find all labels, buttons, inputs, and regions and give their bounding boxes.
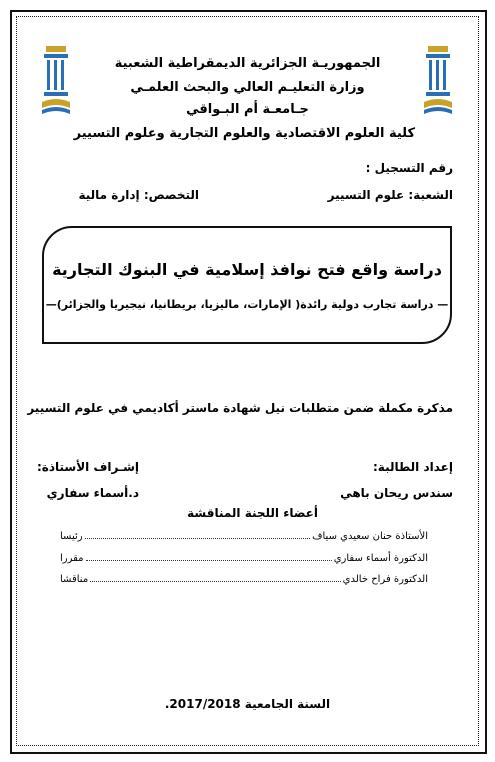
jury-member-row bbox=[60, 572, 428, 588]
ministry-name: وزارة التعليـم العالي والبحث العلمـي bbox=[130, 80, 365, 95]
university-logo-right bbox=[420, 44, 456, 118]
specialty-label: التخصص: إدارة مالية bbox=[78, 188, 199, 202]
registration-label: رقم التسجيل : bbox=[365, 161, 453, 175]
supervisor-name: د.أسماء سفاري bbox=[46, 486, 139, 500]
prepared-by-label: إعداد الطالبة: bbox=[373, 460, 453, 474]
jury-member-name: الدكتورة أسماء سفاري bbox=[333, 553, 428, 564]
memo-description: مذكرة مكملة ضمن متطلبات نيل شهادة ماستر أكاديمي في علوم التسيير bbox=[27, 401, 453, 415]
jury-member-name: الدكتورة فراح خالدي bbox=[342, 574, 428, 585]
republic-name: الجمهوريـة الجزائرية الديمقراطية الشعبية bbox=[114, 56, 381, 71]
jury-member-name: الأستاذة حنان سعيدي سياف bbox=[312, 531, 428, 542]
supervisor-label: إشـراف الأستاذة: bbox=[36, 460, 139, 474]
jury-title: أعضاء اللجنة المناقشة bbox=[187, 506, 318, 520]
academic-year: السنة الجامعية 2017/2018. bbox=[164, 697, 331, 711]
jury-member-row bbox=[60, 529, 428, 545]
university-logo-left bbox=[38, 44, 74, 118]
university-name: جـامعـة أم البـواقي bbox=[186, 102, 309, 117]
dotted-leader bbox=[86, 551, 332, 561]
title-box bbox=[42, 226, 452, 344]
faculty-name: كلية العلوم الاقتصادية والعلوم التجارية وعلوم التسيير bbox=[73, 126, 415, 141]
branch-label: الشعبة: علوم التسيير bbox=[327, 188, 453, 202]
jury-member-role: مقررا bbox=[60, 553, 84, 564]
dotted-leader bbox=[85, 529, 311, 539]
thesis-title: دراسة واقع فتح نوافذ إسلامية في البنوك التجارية bbox=[52, 260, 442, 279]
jury-member-role: رئيسا bbox=[60, 531, 83, 542]
dotted-leader bbox=[90, 572, 341, 582]
thesis-subtitle: — دراسة تجارب دولية رائدة( الإمارات، ماليزيا، بريطانيا، نيجيريا والجزائر)— bbox=[45, 298, 449, 311]
jury-member-role: مناقشا bbox=[60, 574, 89, 585]
student-name: سندس ريحان باهي bbox=[340, 486, 453, 500]
jury-member-row bbox=[60, 551, 428, 567]
